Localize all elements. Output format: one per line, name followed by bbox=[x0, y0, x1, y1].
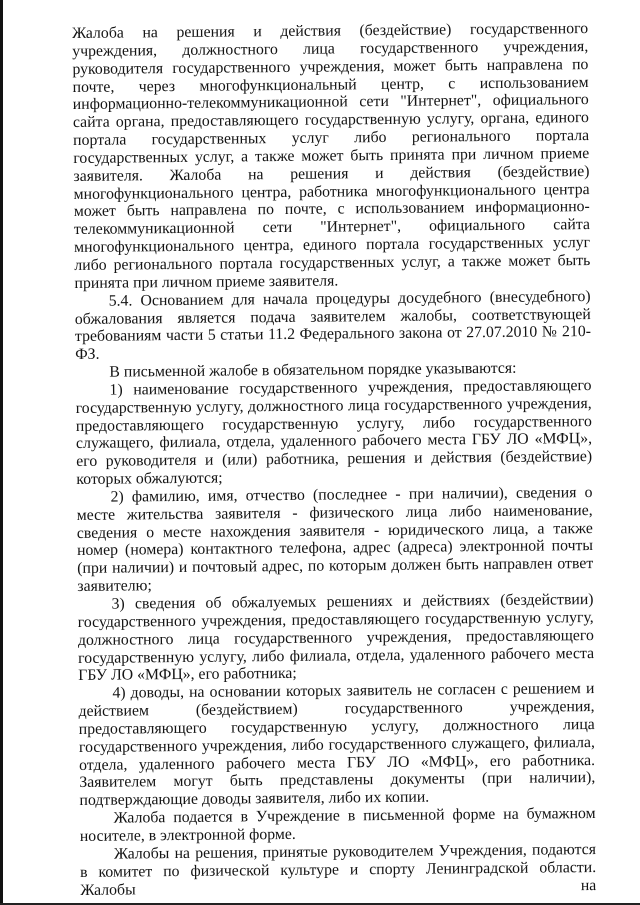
list-item-3: 3) сведения об обжалуемых решениях и действиях (бездействии) государственного учреждения, предоставляющего государственную услугу, должностного лица государственного учреждения, предоставляющего государственную услугу, либо филиала, отдела, удаленного рабочего места ГБУ ЛО «МФЦ», его работника; bbox=[77, 591, 595, 685]
list-item-4: 4) доводы, на основании которых заявитель не согласен с решением и действием (бездействием) государственного учреждения, предоставляющего государственную услугу, должностного лица государственного учреждения, либо государственного служащего, филиала, отдела, удаленного рабочего места ГБУ ЛО «МФЦ», его работника. Заявителем могут быть представлены документы (при наличии), подтверждающие доводы заявителя, либо их копии. bbox=[78, 680, 596, 810]
paragraph-submission-form: Жалоба подается в Учреждение в письменной форме на бумажном носителе, в электронной форме. bbox=[79, 805, 596, 845]
paragraph-required-contents-intro: В письменной жалобе в обязательном порядке указываются: bbox=[109, 359, 517, 381]
list-item-1: 1) наименование государственного учреждения, предоставляющего государственную услугу, должностного лица государственного учреждения, предоставляющего государственную услугу, либо государственного служащего, филиала, отдела, удаленного рабочего места ГБУ ЛО «МФЦ», его руководителя и (или) работника, решения и действия (бездействие) которых обжалуются; bbox=[75, 376, 593, 489]
document-body bbox=[72, 20, 596, 899]
paragraph-complaint-channels: Жалоба на решения и действия (бездействие) государственного учреждения, должностного лица государственного учреждения, руководителя государственного учреждения, может быть направлена по почте, через многофункциональный центр, с использованием информационно-телекоммуникационной сети "Интернет", официального сайта органа, предоставляющего государственную услугу, органа, единого портала государственных услуг либо регионального портала государственных услуг, а также может быть принята при личном приеме заявителя. Жалоба на решения и действия (бездействие) многофункционального центра, работника многофункционального центра может быть направлена по почте, с использованием информационно-телекоммуникационной сети "Интернет", официального сайта многофункционального центра, единого портала государственных услуг либо регионального портала государственных услуг, а также может быть принята при личном приеме заявителя. bbox=[72, 20, 591, 292]
list-item-2: 2) фамилию, имя, отчество (последнее - при наличии), сведения о месте жительства заявителя - физического лица либо наименование, сведения о месте нахождения заявителя - юридического лица, а также номер (номера) контактного телефона, адрес (адреса) электронной почты (при наличии) и почтовый адрес, по которым должен быть направлен ответ заявителю; bbox=[76, 483, 594, 596]
scan-left-border bbox=[0, 0, 3, 905]
paragraph-5-4-grounds: 5.4. Основанием для начала процедуры досудебного (внесудебного) обжалования является подача заявителем жалобы, соответствующей требованиям части 5 статьи 11.2 Федерального закона от 27.07.2010 № 210-ФЗ. bbox=[74, 287, 592, 364]
paragraph-head-decisions: Жалобы на решения, принятые руководителем Учреждения, подаются в комитет по физической культуре и спорту Ленинградской области. Жалобы на bbox=[80, 840, 597, 899]
